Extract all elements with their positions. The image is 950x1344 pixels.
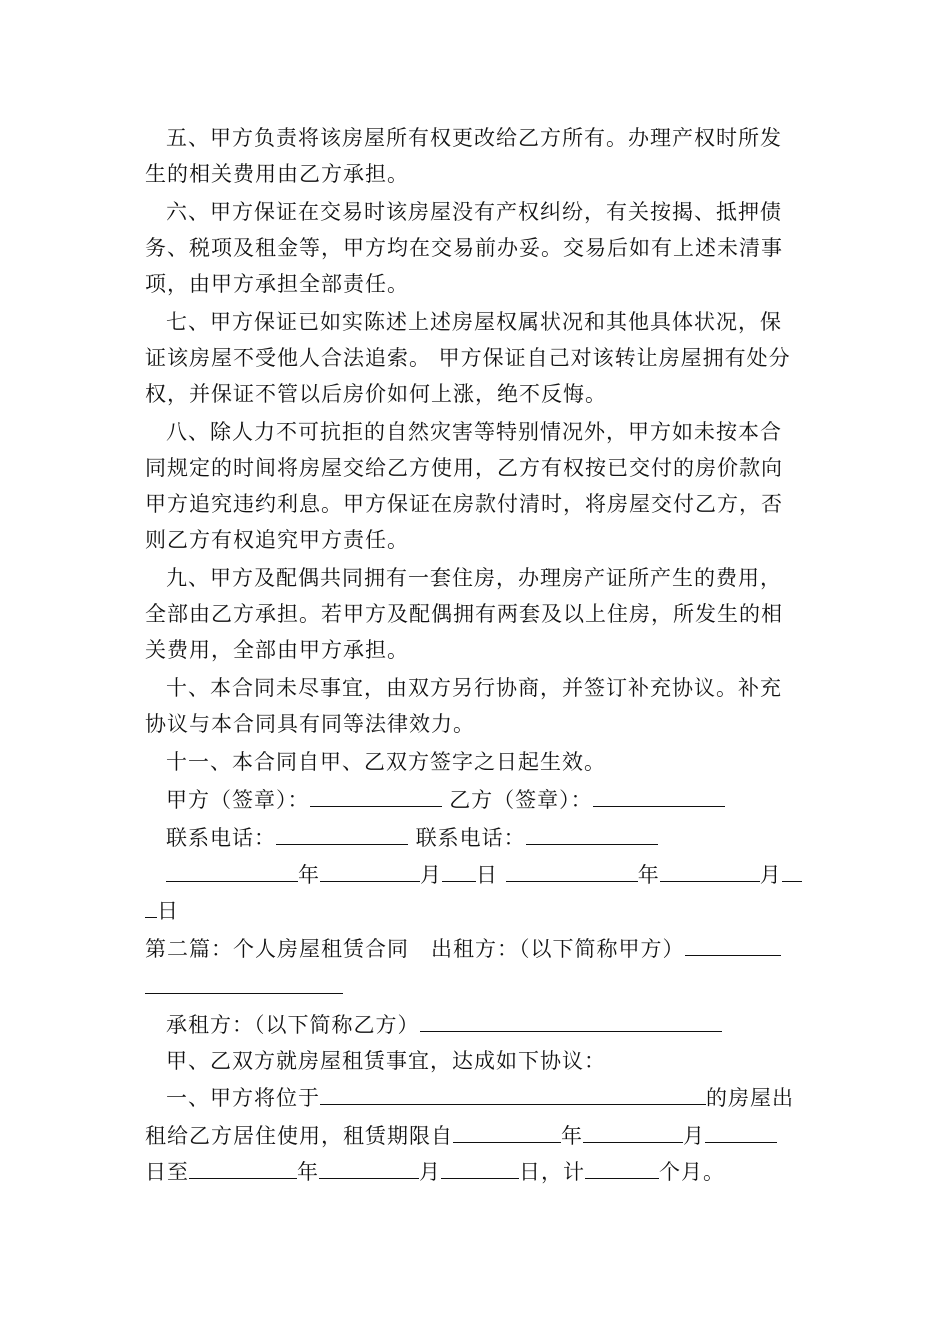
- paragraph-line: 十一、本合同自甲、乙双方签字之日起生效。: [166, 750, 606, 774]
- party-a-sign-label: 甲方（签章）：: [166, 788, 310, 812]
- paragraph-line: 七、甲方保证已如实陈述上述房屋权属状况和其他具体状况，保: [166, 310, 782, 334]
- phone-b-field[interactable]: [526, 825, 658, 845]
- party-a-sign-field[interactable]: [310, 787, 442, 807]
- party-b-sign-field[interactable]: [593, 787, 725, 807]
- paragraph-line: 九、甲方及配偶共同拥有一套住房，办理房产证所产生的费用，: [166, 566, 782, 590]
- signature-line: [166, 785, 725, 815]
- month-label: 月: [420, 863, 442, 887]
- paragraph-line: 务、税项及租金等，甲方均在交易前办妥。交易后如有上述未清事: [145, 236, 783, 260]
- lessee-field[interactable]: [420, 1012, 722, 1032]
- lessor-field-cont-line: [145, 972, 343, 1002]
- date-b-year-field[interactable]: [506, 862, 638, 882]
- paragraph-line: 甲方追究违约利息。甲方保证在房款付清时，将房屋交付乙方，否: [145, 492, 783, 516]
- paragraph-line: 五、甲方负责将该房屋所有权更改给乙方所有。办理产权时所发: [166, 126, 782, 150]
- date-b-day-field[interactable]: [782, 862, 802, 882]
- paragraph-line: 全部由乙方承担。若甲方及配偶拥有两套及以上住房，所发生的相: [145, 602, 783, 626]
- lessee-label: 承租方：（以下简称乙方）: [166, 1013, 420, 1037]
- year-label: 年: [561, 1124, 583, 1148]
- clause1-text: 的房屋出: [706, 1086, 794, 1110]
- lessor-field[interactable]: [685, 936, 781, 956]
- month-label: 月: [419, 1160, 441, 1184]
- paragraph-line: 协议与本合同具有同等法律效力。: [145, 712, 475, 736]
- start-year-field[interactable]: [453, 1123, 561, 1143]
- months-count-field[interactable]: [585, 1159, 659, 1179]
- agreement-line: 甲、乙双方就房屋租赁事宜，达成如下协议：: [166, 1049, 606, 1073]
- party-b-sign-label: 乙方（签章）：: [449, 788, 593, 812]
- clause1-text: 日，计: [519, 1160, 585, 1184]
- start-day-field[interactable]: [705, 1123, 777, 1143]
- date-a-month-field[interactable]: [320, 862, 420, 882]
- part2-header-line: [145, 934, 781, 964]
- year-label: 年: [297, 1160, 319, 1184]
- lessor-field-cont[interactable]: [145, 974, 343, 994]
- paragraph-line: 同规定的时间将房屋交给乙方使用，乙方有权按已交付的房价款向: [145, 456, 783, 480]
- date-b-month-field[interactable]: [660, 862, 760, 882]
- end-year-field[interactable]: [189, 1159, 297, 1179]
- clause1-text: 日至: [145, 1160, 189, 1184]
- end-day-field[interactable]: [441, 1159, 519, 1179]
- month-label: 月: [759, 863, 782, 887]
- date-line-cont: [145, 896, 179, 926]
- end-month-field[interactable]: [319, 1159, 419, 1179]
- phone-line: [166, 823, 658, 853]
- lessor-label: 出租方：（以下简称甲方）: [431, 937, 685, 961]
- phone-a-field[interactable]: [276, 825, 408, 845]
- house-location-field[interactable]: [320, 1085, 706, 1105]
- clause1-line: [145, 1121, 777, 1151]
- paragraph-line: 六、甲方保证在交易时该房屋没有产权纠纷，有关按揭、抵押债: [166, 200, 782, 224]
- paragraph-line: 十、本合同未尽事宜，由双方另行协商，并签订补充协议。补充: [166, 676, 782, 700]
- phone-a-label: 联系电话：: [166, 826, 276, 850]
- date-a-day-field[interactable]: [442, 862, 476, 882]
- month-label: 月: [683, 1124, 705, 1148]
- date-line: [166, 860, 802, 890]
- year-label: 年: [637, 863, 660, 887]
- date-b-day-field-cont[interactable]: [145, 898, 157, 918]
- paragraph-line: 八、除人力不可抗拒的自然灾害等特别情况外，甲方如未按本合: [166, 420, 782, 444]
- paragraph-line: 权，并保证不管以后房价如何上涨，绝不反悔。: [145, 382, 607, 406]
- year-label: 年: [298, 863, 320, 887]
- date-a-year-field[interactable]: [166, 862, 298, 882]
- start-month-field[interactable]: [583, 1123, 683, 1143]
- paragraph-line: 生的相关费用由乙方承担。: [145, 162, 409, 186]
- paragraph-line: 则乙方有权追究甲方责任。: [145, 528, 409, 552]
- lessee-line: [166, 1010, 722, 1040]
- clause1-text: 租给乙方居住使用，租赁期限自: [145, 1124, 453, 1148]
- day-label: 日: [157, 899, 179, 923]
- clause1-text: 一、甲方将位于: [166, 1086, 320, 1110]
- paragraph-line: 关费用，全部由甲方承担。: [145, 638, 409, 662]
- clause1-line: [166, 1083, 794, 1113]
- paragraph-line: 项，由甲方承担全部责任。: [145, 272, 409, 296]
- day-label: 日: [476, 863, 498, 887]
- clause1-line: [145, 1157, 725, 1187]
- part2-title: 第二篇：个人房屋租赁合同: [145, 937, 409, 961]
- clause1-text: 个月。: [659, 1160, 725, 1184]
- phone-b-label: 联系电话：: [415, 826, 526, 850]
- paragraph-line: 证该房屋不受他人合法追索。 甲方保证自己对该转让房屋拥有处分: [145, 346, 791, 370]
